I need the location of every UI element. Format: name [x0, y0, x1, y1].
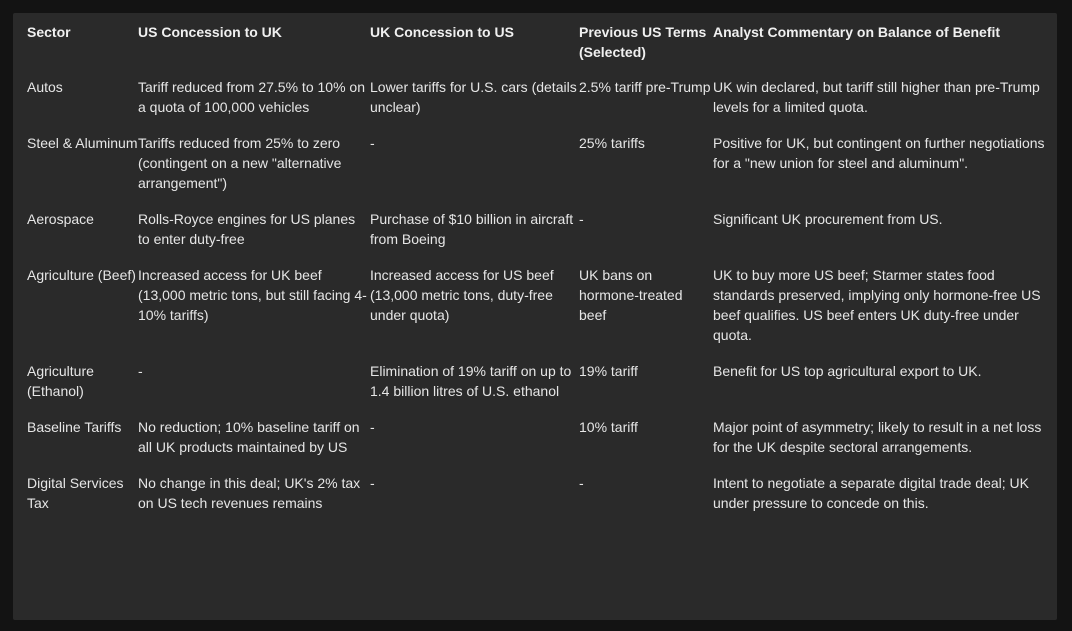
cell-uk-concession: Purchase of $10 billion in aircraft from Boeing: [370, 211, 574, 247]
cell-uk-concession: Elimination of 19% tariff on up to 1.4 billion litres of U.S. ethanol: [370, 363, 572, 399]
cell-sector: Autos: [27, 79, 63, 95]
header-us-concession: US Concession to UK: [138, 24, 282, 40]
table-header-row: [13, 13, 1057, 70]
header-previous-terms: Previous US Terms (Selected): [579, 24, 707, 60]
table-panel: [13, 13, 1057, 620]
table-row: [13, 466, 1057, 522]
cell-commentary: UK win declared, but tariff still higher than pre-Trump levels for a limited quota.: [713, 79, 1040, 115]
cell-sector: Agriculture (Beef): [27, 267, 136, 283]
header-analyst-commentary: Analyst Commentary on Balance of Benefit: [713, 24, 1001, 40]
cell-commentary: Positive for UK, but contingent on further negotiations for a "new union for steel and aluminum".: [713, 135, 1045, 171]
cell-commentary: Major point of asymmetry; likely to result in a net loss for the UK despite sectoral arrangements.: [713, 419, 1042, 455]
cell-us-concession: Tariff reduced from 27.5% to 10% on a quota of 100,000 vehicles: [138, 79, 365, 115]
trade-deal-table: [13, 13, 1057, 522]
cell-previous-terms: UK bans on hormone-treated beef: [579, 267, 683, 323]
cell-previous-terms: 10% tariff: [579, 419, 638, 435]
header-uk-concession: UK Concession to US: [370, 24, 514, 40]
cell-us-concession: Rolls-Royce engines for US planes to enter duty-free: [138, 211, 356, 247]
cell-uk-concession: -: [370, 419, 375, 435]
cell-sector: Baseline Tariffs: [27, 419, 122, 435]
cell-commentary: Significant UK procurement from US.: [713, 211, 943, 227]
cell-previous-terms: 19% tariff: [579, 363, 638, 379]
cell-sector: Agriculture (Ethanol): [27, 363, 94, 399]
table-row: [13, 354, 1057, 410]
cell-us-concession: No change in this deal; UK's 2% tax on US tech revenues remains: [138, 475, 361, 511]
cell-previous-terms: 25% tariffs: [579, 135, 645, 151]
cell-uk-concession: -: [370, 135, 375, 151]
cell-us-concession: Tariffs reduced from 25% to zero (contingent on a new "alternative arrangement"): [138, 135, 342, 191]
cell-uk-concession: Lower tariffs for U.S. cars (details unclear): [370, 79, 577, 115]
cell-sector: Aerospace: [27, 211, 94, 227]
cell-previous-terms: 2.5% tariff pre-Trump: [579, 79, 711, 95]
cell-us-concession: Increased access for UK beef (13,000 metric tons, but still facing 4-10% tariffs): [138, 267, 367, 323]
cell-commentary: Intent to negotiate a separate digital trade deal; UK under pressure to concede on this.: [713, 475, 1029, 511]
header-sector: Sector: [27, 24, 71, 40]
cell-uk-concession: -: [370, 475, 375, 491]
cell-us-concession: No reduction; 10% baseline tariff on all UK products maintained by US: [138, 419, 360, 455]
cell-sector: Steel & Aluminum: [27, 135, 138, 151]
cell-commentary: UK to buy more US beef; Starmer states food standards preserved, implying only hormone-free US beef qualifies. US beef enters UK duty-free under quota.: [713, 267, 1041, 343]
cell-sector: Digital Services Tax: [27, 475, 124, 511]
cell-uk-concession: Increased access for US beef (13,000 metric tons, duty-free under quota): [370, 267, 554, 323]
table-row: [13, 410, 1057, 466]
cell-commentary: Benefit for US top agricultural export to UK.: [713, 363, 982, 379]
cell-previous-terms: -: [579, 475, 584, 491]
table-row: [13, 70, 1057, 126]
cell-previous-terms: -: [579, 211, 584, 227]
table-row: [13, 126, 1057, 202]
table-row: [13, 258, 1057, 354]
table-row: [13, 202, 1057, 258]
cell-us-concession: -: [138, 363, 143, 379]
